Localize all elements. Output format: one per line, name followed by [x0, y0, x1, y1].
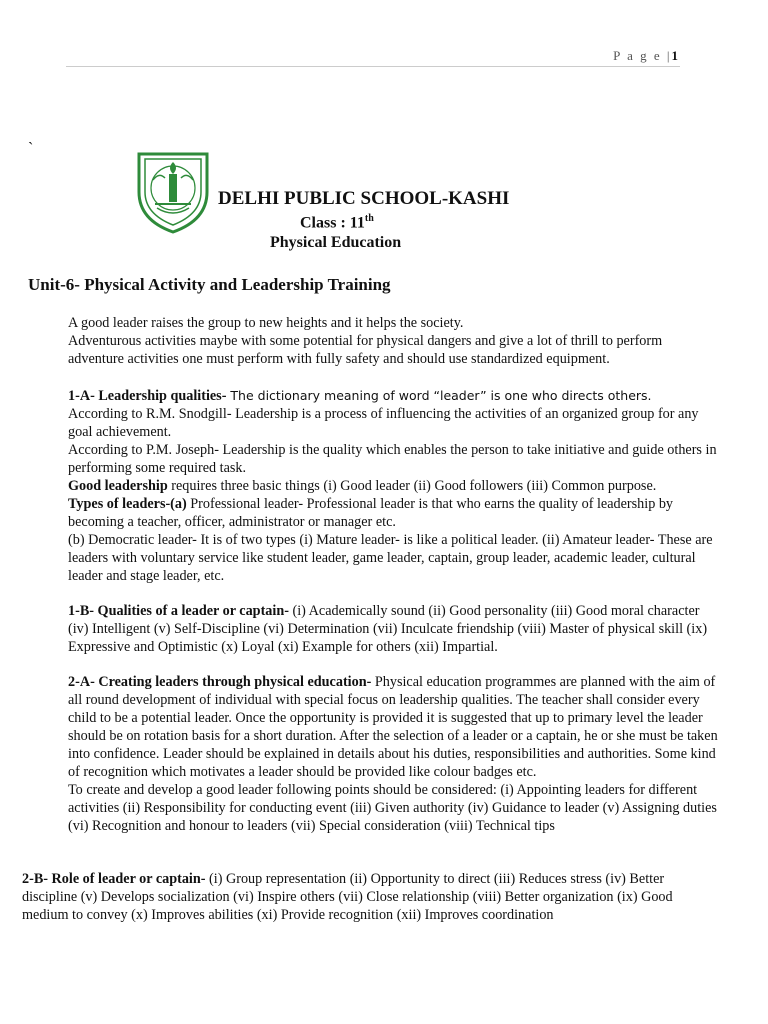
header-divider — [66, 66, 680, 67]
section-text: (i) Academically sound (ii) Good personality (iii) Good moral character (iv) Intelligent (v) Self-Discipline (vi) Determination (vii) Inculcate friendship (viii) Master of physical skill (ix) Expressive and Optimistic (x) Loyal (xi) Example for others (xii) Impartial. — [68, 603, 708, 655]
section-2a — [68, 673, 720, 835]
intro-line: A good leader raises the group to new heights and it helps the society. — [68, 315, 464, 331]
types-of-leaders-label: Types of leaders-(a) — [68, 496, 187, 512]
types-of-leaders-text: Professional leader- Professional leader is that who earns the quality of leadership by becoming a teacher, officer, administrator or manager etc. — [68, 496, 674, 530]
section-2b — [22, 870, 722, 924]
stray-mark: ` — [28, 140, 34, 157]
class-label: Class : 11th — [300, 213, 374, 232]
leader-definition: The dictionary meaning of word “leader” is one who directs others. — [226, 388, 652, 403]
joseph-definition: According to P.M. Joseph- Leadership is the quality which enables the person to take initiative and guide others in performing some required task. — [68, 442, 717, 476]
good-leadership-label: Good leadership — [68, 478, 168, 494]
intro-line: Adventurous activities maybe with some potential for physical dangers and give a lot of thrill to perform adventure activities one must perform with fully safety and should use standardized equipment. — [68, 333, 663, 367]
school-name: DELHI PUBLIC SCHOOL-KASHI — [218, 188, 510, 209]
section-text: (i) Group representation (ii) Opportunity to direct (iii) Reduces stress (iv) Better discipline (v) Develops socialization (vi) Inspire others (vii) Close relationship (viii) Better organization (ix) Good medium to convey (x) Improves abilities (xi) Provide recognition (xii) Improves coordination — [22, 871, 673, 923]
subject-title: Physical Education — [270, 234, 402, 251]
section-heading: 1-A- Leadership qualities- — [68, 388, 227, 404]
unit-title: Unit-6- Physical Activity and Leadership Training — [28, 275, 391, 294]
section-points: To create and develop a good leader following points should be considered: (i) Appointing leaders for different activities (ii) Responsibility for conducting event (iii) Given authority (iv) Guidance to leader (v) Assigning duties (vi) Recognition and honour to leaders (vii) Special consideration (viii) Technical tips — [68, 782, 717, 834]
good-leadership-text: requires three basic things (i) Good leader (ii) Good followers (iii) Common purpose. — [167, 478, 657, 494]
section-heading: 1-B- Qualities of a leader or captain- — [68, 603, 289, 619]
section-1a — [68, 387, 720, 585]
section-text: Physical education programmes are planned with the aim of all round development of individual with special focus on leadership qualities. The teacher shall consider every child to be a potential leader. Once the opportunity is provided it is suggested that up to primary level the leader should be on rotation basis for a short duration. After the selection of a leader or a captain, he or she must be taken into confidence. Leader should be explained in details about his duties, responsibilities and authorities. Some kind of recognition which motivates a leader should be provided like colour badges etc. — [68, 674, 718, 780]
democratic-leader-text: (b) Democratic leader- It is of two types (i) Mature leader- is like a political leader. (ii) Amateur leader- These are leaders with voluntary service like student leader, game leader, captain, group leader, academic leader, cultural leader and stage leader, etc. — [68, 532, 713, 584]
section-1b — [68, 602, 720, 656]
page-number: 1 — [671, 48, 678, 63]
page-label: P a g e | — [613, 48, 672, 63]
school-crest-logo — [133, 148, 213, 234]
intro-paragraph — [68, 314, 720, 368]
section-heading: 2-A- Creating leaders through physical education- — [68, 674, 372, 690]
section-heading: 2-B- Role of leader or captain- — [22, 871, 206, 887]
snodgill-definition: According to R.M. Snodgill- Leadership is a process of influencing the activities of an organized group for any goal achievement. — [68, 406, 699, 440]
page-header — [613, 48, 678, 64]
